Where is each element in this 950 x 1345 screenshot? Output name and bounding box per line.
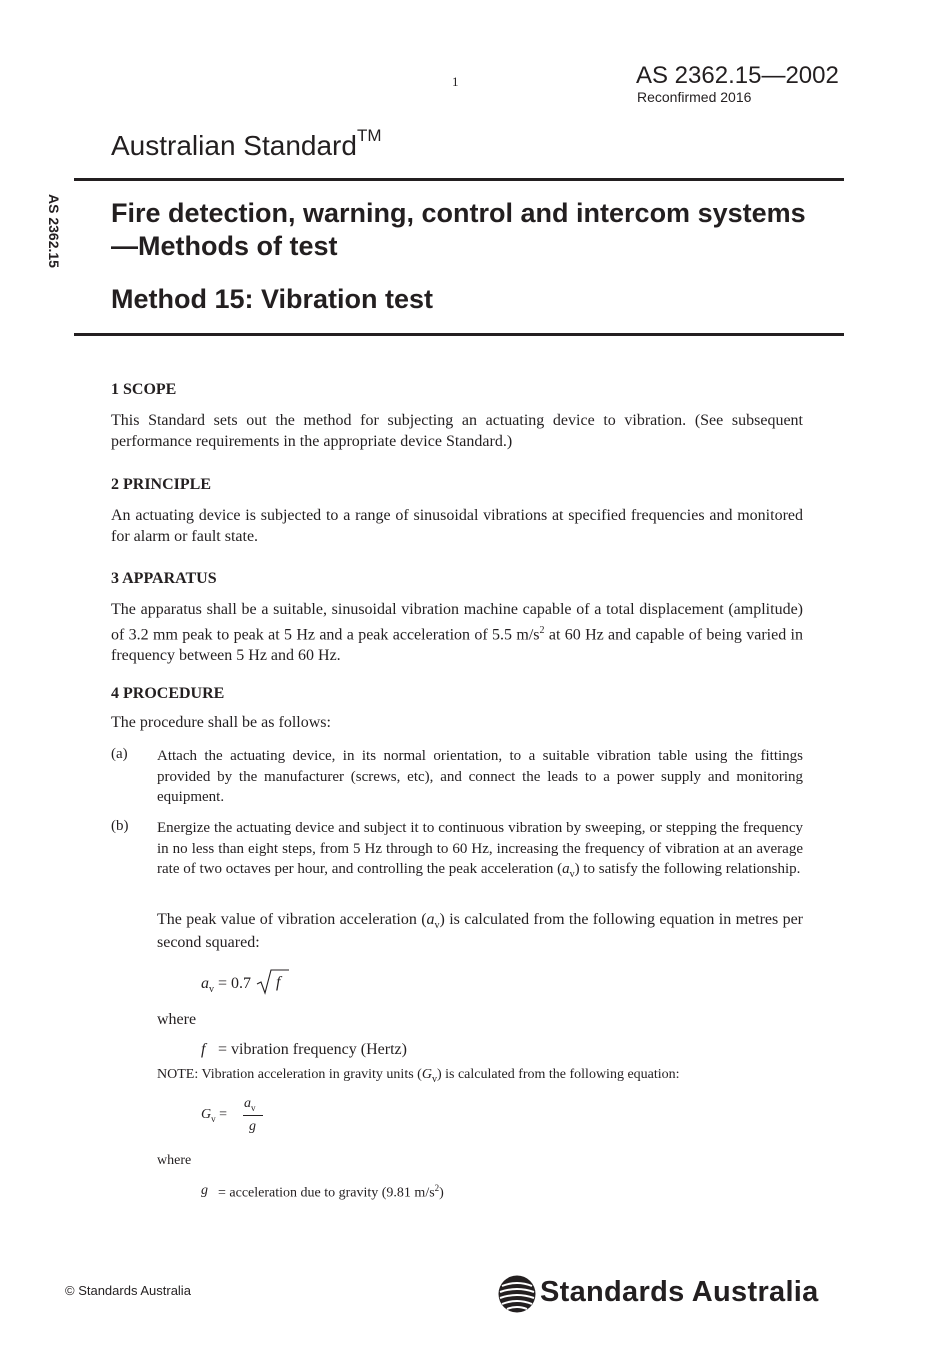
eq2-lhs-sub: v bbox=[211, 1114, 216, 1124]
copyright-notice: © Standards Australia bbox=[65, 1283, 191, 1298]
brand-name: Australian Standard bbox=[111, 130, 357, 161]
eq2-denominator: g bbox=[249, 1119, 256, 1134]
peak-av-sub: v bbox=[434, 920, 440, 931]
side-label: AS 2362.15 bbox=[46, 194, 62, 268]
where-2: where bbox=[157, 1153, 192, 1168]
note-text bbox=[157, 1067, 680, 1083]
def-g-sup: 2 bbox=[434, 1183, 440, 1193]
scope-text: This Standard sets out the method for subjecting an actuating device to vibration. (See subsequent performance requirements in the appropriate device Standard.) bbox=[111, 412, 803, 450]
item-b-text-b: ) to satisfy the following relationship. bbox=[574, 861, 801, 877]
eq2-numerator bbox=[244, 1096, 256, 1112]
def-f-text: = vibration frequency (Hertz) bbox=[218, 1041, 407, 1058]
principle-heading: 2 PRINCIPLE bbox=[111, 476, 212, 493]
item-a-text: Attach the actuating device, in its normal orientation, to a suitable vibration table using the fittings provided by the manufacturer (screws, etc), and connect the leads to a power supply and monitoring equipment. bbox=[157, 748, 803, 805]
peak-text-a: The peak value of vibration acceleration ( bbox=[157, 911, 427, 928]
trademark-symbol: TM bbox=[356, 126, 382, 145]
method-title: Method 15: Vibration test bbox=[111, 284, 434, 314]
note-gv-sub: v bbox=[431, 1074, 437, 1085]
def-f-symbol: f bbox=[201, 1041, 206, 1058]
eq2-lhs: G bbox=[201, 1107, 212, 1122]
peak-text-b: ) is calculated from the following equation in metres per second squared: bbox=[157, 911, 804, 951]
reconfirmed-label: Reconfirmed 2016 bbox=[637, 89, 752, 105]
apparatus-text bbox=[111, 599, 803, 666]
eq2-lhs-wrap: $G_v$ = bbox=[201, 1107, 228, 1124]
principle-text: An actuating device is subjected to a range of sinusoidal vibrations at specified frequencies and monitored for alarm or fault state. bbox=[111, 507, 803, 545]
peak-av-symbol: a bbox=[426, 911, 435, 928]
item-b-text bbox=[157, 818, 803, 882]
apparatus-superscript: 2 bbox=[539, 625, 545, 636]
apparatus-text-b: at 60 Hz and capable of being varied in frequency between 5 Hz and 60 Hz. bbox=[111, 626, 804, 665]
eq1-f: f bbox=[276, 974, 281, 991]
item-a-label: (a) bbox=[111, 746, 128, 762]
document-title: Fire detection, warning, control and intercom systems—Methods of test bbox=[111, 198, 806, 261]
item-b-av-sub: v bbox=[569, 869, 575, 880]
brand-title bbox=[111, 126, 382, 162]
def-g-text bbox=[218, 1183, 444, 1202]
page-number: 1 bbox=[452, 74, 459, 89]
peak-value-text bbox=[157, 909, 803, 953]
item-b-text-a: Energize the actuating device and subject it to continuous vibration by sweeping, or stepping the frequency in no less than eight steps, from 5 Hz through to 60 Hz, increasing the frequency of vibration at an average rate of two octaves per hour, and controlling the peak acceleration ( bbox=[157, 820, 803, 877]
where-1: where bbox=[157, 1011, 197, 1028]
eq2-num: a bbox=[244, 1096, 251, 1111]
procedure-intro: The procedure shall be as follows: bbox=[111, 714, 331, 731]
apparatus-text-a: The apparatus shall be a suitable, sinusoidal vibration machine capable of a total displacement (amplitude) of 3.2 mm peak to peak at 5 Hz and a peak acceleration of 5.5 m/s bbox=[111, 601, 803, 644]
fraction-bar bbox=[243, 1115, 263, 1116]
header-rule bbox=[74, 178, 844, 181]
item-b-label: (b) bbox=[111, 818, 129, 834]
def-g-text-a: = acceleration due to gravity (9.81 m/s bbox=[218, 1185, 435, 1201]
standards-australia-logo-text: Standards Australia bbox=[540, 1276, 819, 1308]
eq2-num-sub: v bbox=[251, 1103, 256, 1113]
standards-australia-logo-icon bbox=[497, 1274, 537, 1314]
standard-id: AS 2362.15—2002 bbox=[636, 62, 839, 89]
apparatus-heading: 3 APPARATUS bbox=[111, 570, 217, 587]
def-g-symbol: g bbox=[201, 1183, 208, 1198]
equation-av bbox=[201, 975, 251, 993]
note-text-a: NOTE: Vibration acceleration in gravity units ( bbox=[157, 1067, 422, 1082]
def-g-close: ) bbox=[439, 1185, 444, 1201]
scope-heading: 1 SCOPE bbox=[111, 381, 177, 398]
procedure-heading: 4 PROCEDURE bbox=[111, 685, 225, 702]
eq1-rhs: = 0.7 bbox=[218, 975, 252, 992]
note-text-b: ) is calculated from the following equation: bbox=[436, 1067, 680, 1082]
title-rule bbox=[74, 333, 844, 336]
eq1-lhs: a bbox=[201, 975, 209, 992]
square-root-sign bbox=[255, 968, 291, 996]
eq1-sub: v bbox=[209, 984, 214, 995]
note-gv-symbol: G bbox=[421, 1067, 432, 1082]
item-b-av-symbol: a bbox=[562, 861, 570, 877]
